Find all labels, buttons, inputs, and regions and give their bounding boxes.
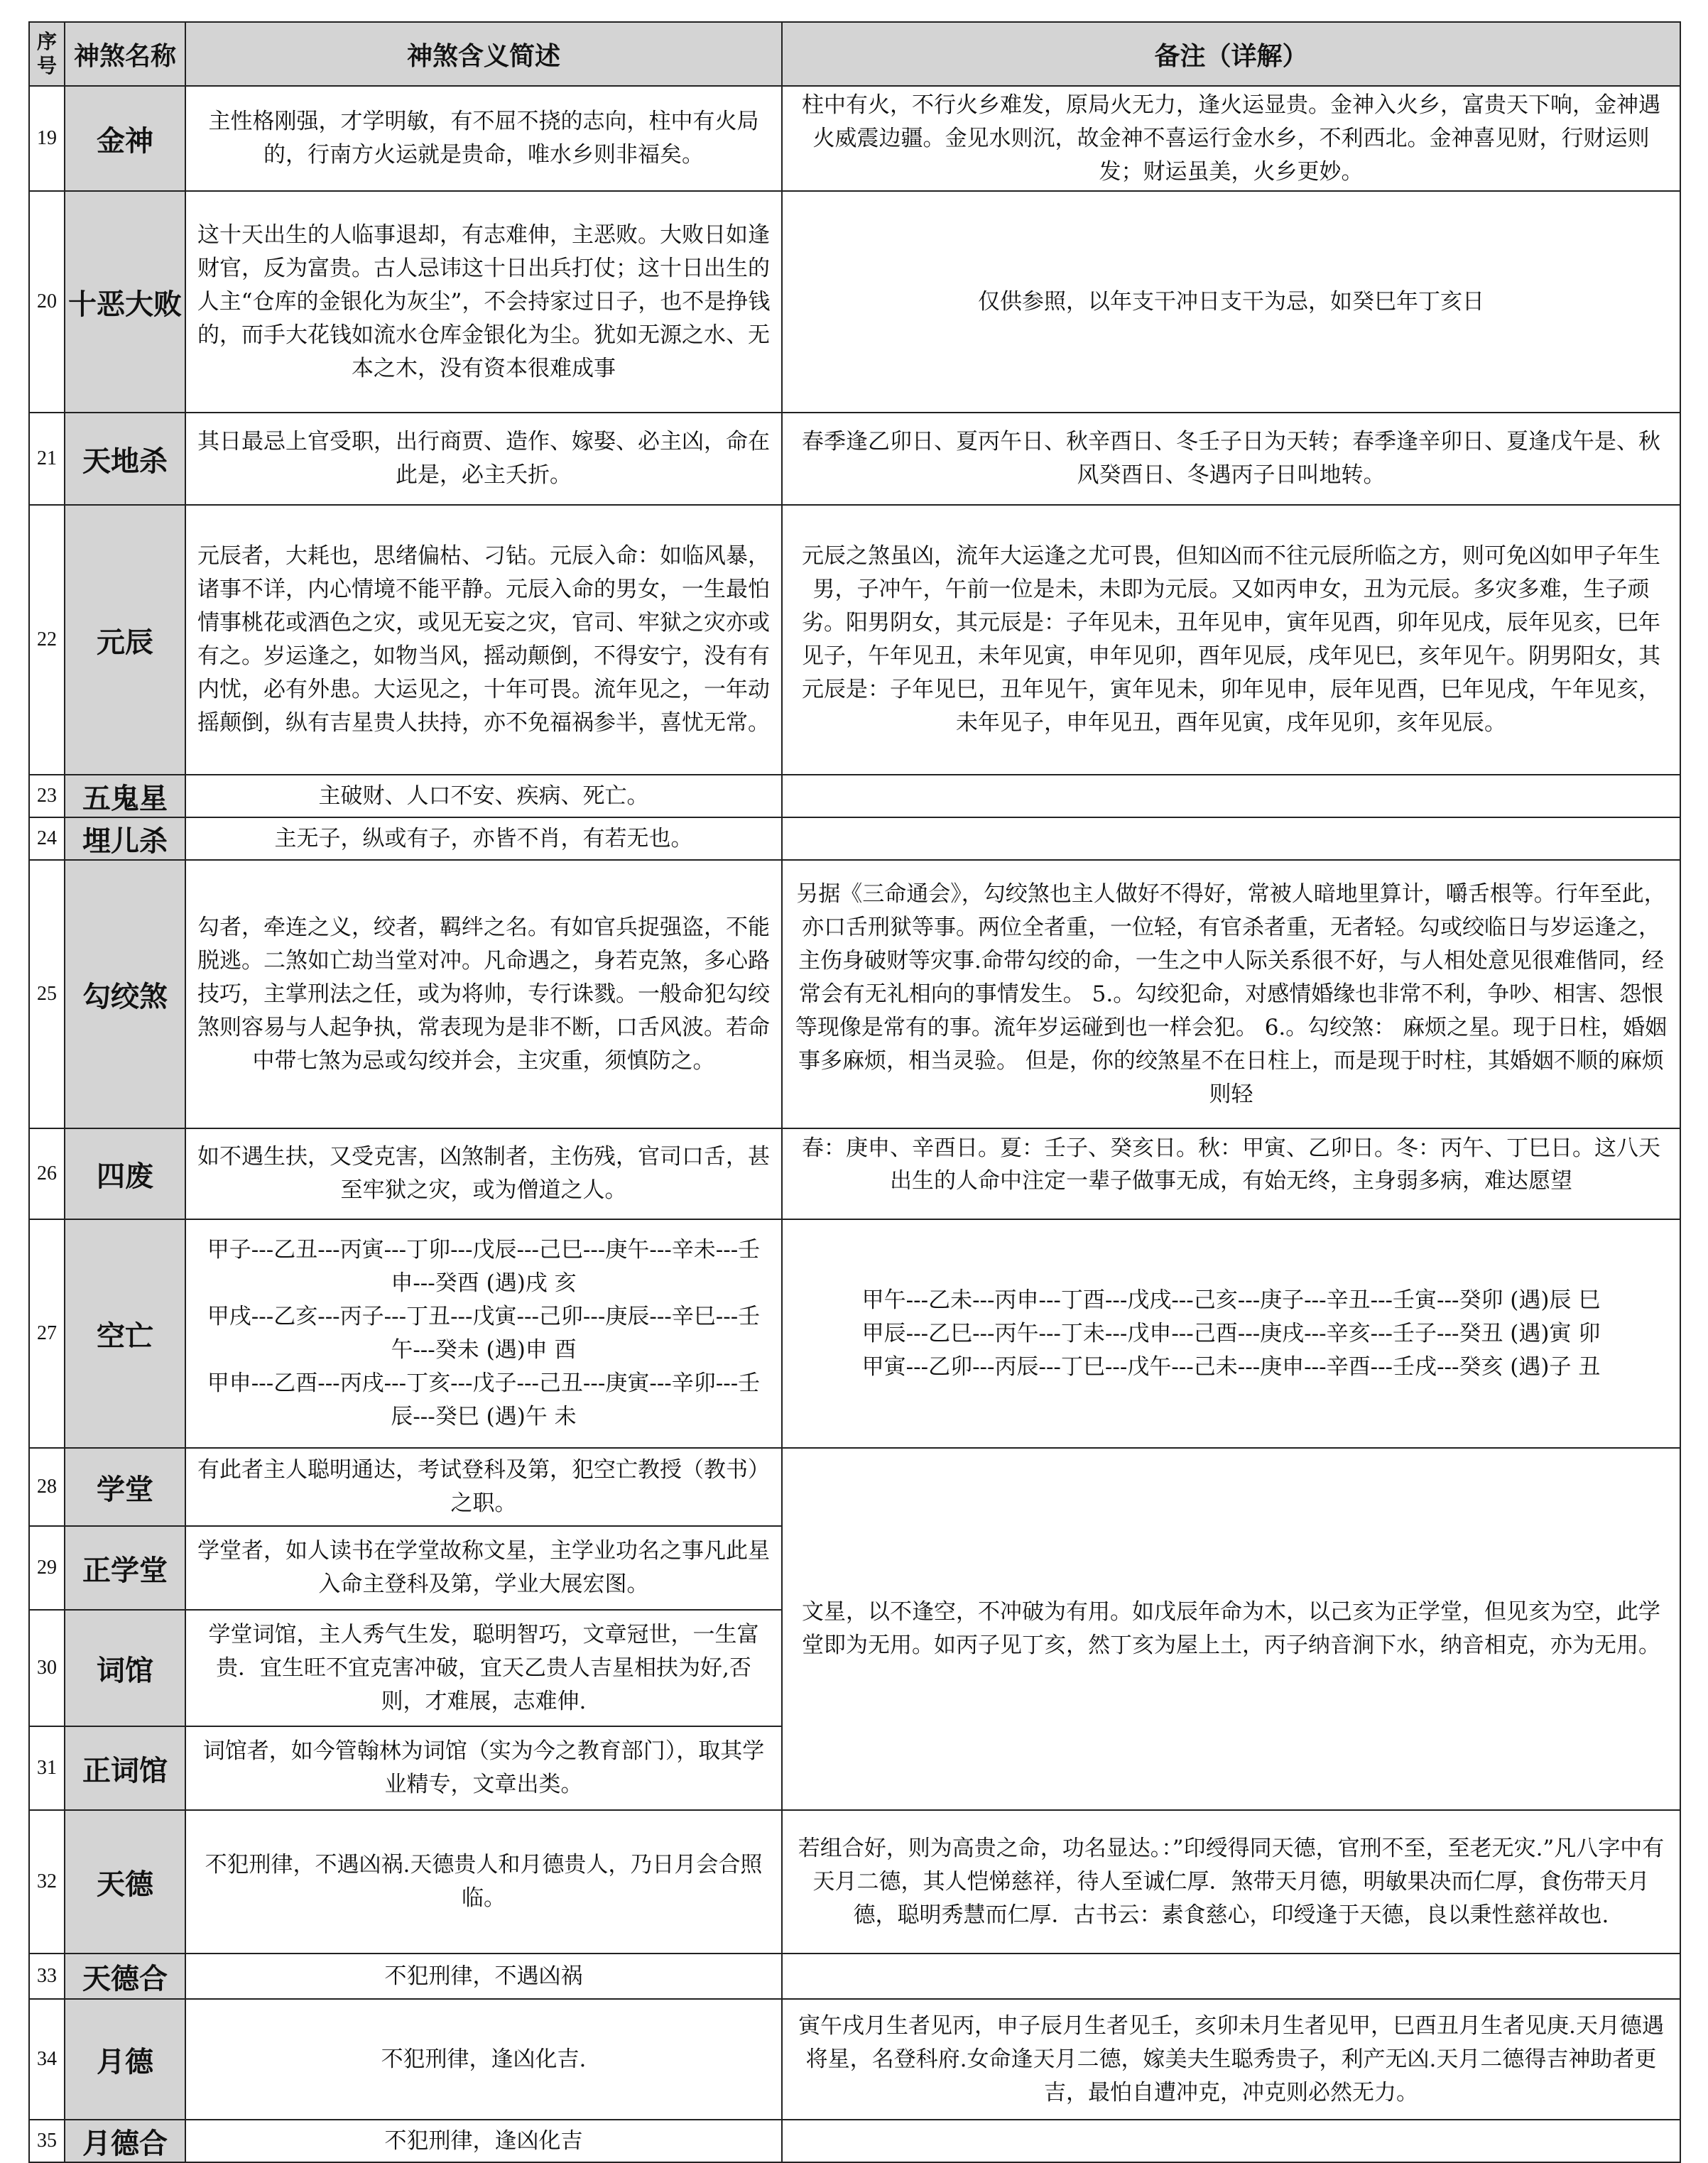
- shensha-name: 勾绞煞: [65, 860, 185, 1128]
- shensha-note: 寅午戌月生者见丙，申子辰月生者见壬，亥卯未月生者见甲，巳酉丑月生者见庚.天月德遇将星，名登科府.女命逢天月二德，嫁美夫生聪秀贵子，利产无凶.天月二德得吉神助者更吉，最怕自遭冲克，冲克则必然无力。: [782, 1999, 1680, 2120]
- shensha-description: 不犯刑律，不遇凶祸.天德贵人和月德贵人，乃日月会合照临。: [185, 1810, 782, 1954]
- table-row: [29, 817, 1680, 860]
- shensha-description: 甲子---乙丑---丙寅---丁卯---戊辰---己巳---庚午---辛未---壬申---癸酉 (遇)戌 亥 甲戌---乙亥---丙子---丁丑---戊寅---己卯---庚辰---辛巳---壬午---癸未 (遇)申 酉 甲申---乙酉---丙戌---丁亥---戊子---己丑---庚寅---辛卯---壬辰---癸巳 (遇)午 未: [185, 1219, 782, 1448]
- shensha-name: 元辰: [65, 505, 185, 775]
- shensha-table: [28, 21, 1681, 2163]
- shensha-description: 勾者，牵连之义，绞者，羁绊之名。有如官兵捉强盗，不能脱逃。二煞如亡劫当堂对冲。凡命遇之，身若克煞，多心路技巧，主掌刑法之任，或为将帅，专行诛戮。一般命犯勾绞煞则容易与人起争执，常表现为是非不断，口舌风波。若命中带七煞为忌或勾绞并会，主灾重，须慎防之。: [185, 860, 782, 1128]
- shensha-name: 天德合: [65, 1954, 185, 1999]
- row-number: 21: [29, 413, 65, 505]
- shensha-note: [782, 817, 1680, 860]
- shensha-note: 若组合好，则为高贵之命，功名显达。：”印绶得同天德，官刑不至，至老无灾.”凡八字中有天月二德，其人恺悌慈祥，待人至诚仁厚．煞带天月德，明敏果决而仁厚，食伤带天月德，聪明秀慧而仁厚．古书云：素食慈心，印绶逢于天德，良以秉性慈祥故也.: [782, 1810, 1680, 1954]
- shensha-note-text: 春：庚申、辛酉日。夏：壬子、癸亥日。秋：甲寅、乙卯日。冬：丙午、丁巳日。这八天出生的人命中注定一辈子做事无成，有始无终，主身弱多病，难达愿望: [802, 1135, 1660, 1194]
- table-row: [29, 1999, 1680, 2120]
- shensha-name: 天地杀: [65, 413, 185, 505]
- shensha-description: 不犯刑律，不遇凶祸: [185, 1954, 782, 1999]
- row-number: 34: [29, 1999, 65, 2120]
- row-number: 22: [29, 505, 65, 775]
- table-row: [29, 413, 1680, 505]
- row-number: 19: [29, 86, 65, 191]
- shensha-note: 柱中有火，不行火乡难发，原局火无力，逢火运显贵。金神入火乡，富贵天下响，金神遇火威震边疆。金见水则沉，故金神不喜运行金水乡，不利西北。金神喜见财，行财运则发；财运虽美，火乡更妙。: [782, 86, 1680, 191]
- row-number: 24: [29, 817, 65, 860]
- shensha-name: 十恶大败: [65, 191, 185, 413]
- table-row: [29, 1954, 1680, 1999]
- shensha-description: 不犯刑律，逢凶化吉: [185, 2120, 782, 2162]
- shensha-name: 五鬼星: [65, 775, 185, 817]
- shensha-description: 元辰者，大耗也，思绪偏枯、刁钻。元辰入命：如临风暴，诸事不详，内心情境不能平静。元辰入命的男女，一生最怕情事桃花或酒色之灾，或见无妄之灾，官司、牢狱之灾亦或有之。岁运逢之，如物当风，摇动颠倒，不得安宁，没有有内忧，必有外患。大运见之，十年可畏。流年见之，一年动摇颠倒，纵有吉星贵人扶持，亦不免福祸参半，喜忧无常。: [185, 505, 782, 775]
- shensha-name: 空亡: [65, 1219, 185, 1448]
- header-seq: 序号: [29, 22, 65, 86]
- shensha-note: 另据《三命通会》，勾绞煞也主人做好不得好，常被人暗地里算计，嚼舌根等。行年至此，亦口舌刑狱等事。两位全者重，一位轻，有官杀者重，无者轻。勾或绞临日与岁运逢之，主伤身破财等灾事.命带勾绞的命，一生之中人际关系很不好，与人相处意见很难偕同，经常会有无礼相向的事情发生。 5.。勾绞犯命，对感情婚缘也非常不利，争吵、相害、怨恨等现像是常有的事。流年岁运碰到也一样会犯。 6.。勾绞煞： 麻烦之星。现于日柱，婚姻事多麻烦，相当灵验。 但是，你的绞煞星不在日柱上，而是现于时柱，其婚姻不顺的麻烦则轻: [782, 860, 1680, 1128]
- row-number: 30: [29, 1610, 65, 1726]
- table-row: [29, 1810, 1680, 1954]
- row-number: 28: [29, 1448, 65, 1526]
- shensha-description: 词馆者，如今管翰林为词馆（实为今之教育部门），取其学业精专，文章出类。: [185, 1726, 782, 1810]
- row-number: 35: [29, 2120, 65, 2162]
- table-row: [29, 191, 1680, 413]
- shensha-note: 仅供参照，以年支干冲日支干为忌，如癸巳年丁亥日: [782, 191, 1680, 413]
- shensha-description: 如不遇生扶，又受克害，凶煞制者，主伤残，官司口舌，甚至牢狱之灾，或为僧道之人。: [185, 1128, 782, 1219]
- header-name: 神煞名称: [65, 22, 185, 86]
- shensha-description: 其日最忌上官受职，出行商贾、造作、嫁娶、必主凶，命在此是，必主夭折。: [185, 413, 782, 505]
- table-row: [29, 86, 1680, 191]
- shensha-note: 春季逢乙卯日、夏丙午日、秋辛酉日、冬壬子日为天转；春季逢辛卯日、夏逢戊午是、秋风癸酉日、冬遇丙子日叫地转。: [782, 413, 1680, 505]
- shensha-note: [782, 2120, 1680, 2162]
- shensha-name: 天德: [65, 1810, 185, 1954]
- row-number: 27: [29, 1219, 65, 1448]
- shensha-description: 学堂者，如人读书在学堂故称文星，主学业功名之事凡此星入命主登科及第，学业大展宏图。: [185, 1526, 782, 1610]
- shensha-name: 月德: [65, 1999, 185, 2120]
- header-row: [29, 22, 1680, 86]
- shensha-description: 主性格刚强，才学明敏，有不屈不挠的志向，柱中有火局的，行南方火运就是贵命，唯水乡则非福矣。: [185, 86, 782, 191]
- row-number: 25: [29, 860, 65, 1128]
- row-number: 26: [29, 1128, 65, 1219]
- shensha-description: 这十天出生的人临事退却，有志难伸，主恶败。大败日如逢财官，反为富贵。古人忌讳这十日出兵打仗；这十日出生的人主“仓库的金银化为灰尘”，不会持家过日子，也不是挣钱的，而手大花钱如流水仓库金银化为尘。犹如无源之水、无本之木，没有资本很难成事: [185, 191, 782, 413]
- table-row: [29, 2120, 1680, 2162]
- shensha-name: 学堂: [65, 1448, 185, 1526]
- shensha-name: 词馆: [65, 1610, 185, 1726]
- row-number: 29: [29, 1526, 65, 1610]
- header-desc: 神煞含义简述: [185, 22, 782, 86]
- table-row: [29, 775, 1680, 817]
- shensha-name: 正词馆: [65, 1726, 185, 1810]
- shensha-description: 主无子，纵或有子，亦皆不肖，有若无也。: [185, 817, 782, 860]
- shensha-name: 金神: [65, 86, 185, 191]
- table-row: [29, 860, 1680, 1128]
- row-number: 31: [29, 1726, 65, 1810]
- shensha-name: 四废: [65, 1128, 185, 1219]
- shensha-description: 学堂词馆，主人秀气生发，聪明智巧，文章冠世，一生富贵．宜生旺不宜克害冲破，宜天乙贵人吉星相扶为好,否则，才难展，志难伸.: [185, 1610, 782, 1726]
- row-number: 32: [29, 1810, 65, 1954]
- shensha-description: 有此者主人聪明通达，考试登科及第，犯空亡教授（教书）之职。: [185, 1448, 782, 1526]
- shensha-description: 不犯刑律，逢凶化吉.: [185, 1999, 782, 2120]
- shensha-note: [782, 1128, 1680, 1219]
- shensha-name: 月德合: [65, 2120, 185, 2162]
- shensha-note: 甲午---乙未---丙申---丁酉---戊戌---己亥---庚子---辛丑---壬寅---癸卯 (遇)辰 巳 甲辰---乙巳---丙午---丁未---戊申---己酉---庚戌---辛亥---壬子---癸丑 (遇)寅 卯 甲寅---乙卯---丙辰---丁巳---戊午---己未---庚申---辛酉---壬戌---癸亥 (遇)子 丑: [782, 1219, 1680, 1448]
- shensha-note: [782, 1954, 1680, 1999]
- row-number: 33: [29, 1954, 65, 1999]
- shensha-note: 元辰之煞虽凶，流年大运逢之尤可畏，但知凶而不往元辰所临之方，则可免凶如甲子年生男，子冲午，午前一位是未，未即为元辰。又如丙申女，丑为元辰。多灾多难，生子顽劣。阳男阴女，其元辰是：子年见未，丑年见申，寅年见酉，卯年见戌，辰年见亥，巳年见子，午年见丑，未年见寅，申年见卯，酉年见辰，戌年见巳，亥年见午。阴男阳女，其元辰是：子年见巳，丑年见午，寅年见未，卯年见申，辰年见酉，巳年见戌，午年见亥，未年见子，申年见丑，酉年见寅，戌年见卯，亥年见辰。: [782, 505, 1680, 775]
- shensha-name: 埋儿杀: [65, 817, 185, 860]
- table-row: [29, 1448, 1680, 1526]
- table-row: [29, 1128, 1680, 1219]
- table-row: [29, 505, 1680, 775]
- shensha-description: 主破财、人口不安、疾病、死亡。: [185, 775, 782, 817]
- row-number: 20: [29, 191, 65, 413]
- header-note: 备注（详解）: [782, 22, 1680, 86]
- shensha-note: [782, 775, 1680, 817]
- table-row: [29, 1219, 1680, 1448]
- shensha-note-merged: 文星，以不逢空，不冲破为有用。如戊辰年命为木，以己亥为正学堂，但见亥为空，此学堂即为无用。如丙子见丁亥，然丁亥为屋上土，丙子纳音涧下水，纳音相克，亦为无用。: [782, 1448, 1680, 1810]
- shensha-name: 正学堂: [65, 1526, 185, 1610]
- row-number: 23: [29, 775, 65, 817]
